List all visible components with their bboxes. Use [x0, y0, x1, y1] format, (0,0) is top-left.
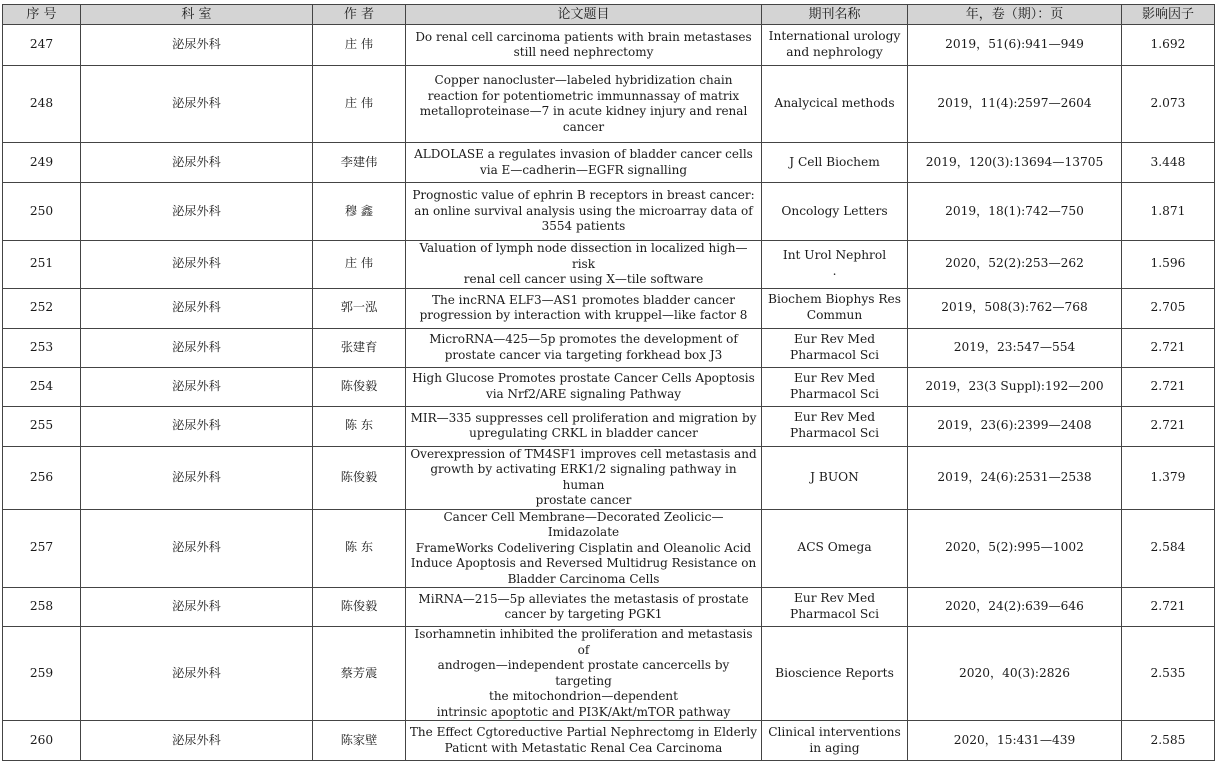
cell-journal-line: Pharmacol Sci [790, 386, 879, 401]
cell-impact: 2.535 [1122, 627, 1215, 721]
cell-dept: 泌尿外科 [81, 406, 313, 446]
cell-impact: 2.721 [1122, 406, 1215, 446]
cell-no: 249 [3, 143, 81, 183]
cell-citation: 2020，15:431—439 [908, 721, 1122, 761]
table-row [3, 183, 1215, 241]
cell-title-line: still need nephrectomy [513, 45, 654, 59]
cell-author: 郭一泓 [313, 288, 406, 328]
cell-no: 254 [3, 367, 81, 406]
table-row [3, 66, 1215, 143]
cell-journal-line: Oncology Letters [781, 203, 888, 218]
header-dept: 科 室 [81, 5, 313, 25]
cell-impact: 1.871 [1122, 183, 1215, 241]
cell-journal [762, 509, 908, 588]
cell-dept: 泌尿外科 [81, 183, 313, 241]
cell-journal-line: in aging [809, 740, 860, 755]
cell-title-line: MIR—335 suppresses cell proliferation and migration by [410, 410, 757, 425]
cell-title-line: reaction for potentiometric immunnassay of matrix [427, 88, 740, 103]
cell-impact: 2.721 [1122, 367, 1215, 406]
header-journal: 期刊名称 [762, 5, 908, 25]
cell-author: 陈俊毅 [313, 588, 406, 627]
cell-citation: 2019，23(3 Suppl):192—200 [908, 367, 1122, 406]
cell-title [406, 143, 762, 183]
cell-title-line: MicroRNA—425—5p promotes the development of [429, 332, 738, 346]
cell-author: 陈 东 [313, 406, 406, 446]
table-row [3, 143, 1215, 183]
header-impact: 影响因子 [1122, 5, 1215, 25]
cell-no: 248 [3, 66, 81, 143]
cell-author: 陈俊毅 [313, 367, 406, 406]
cell-dept: 泌尿外科 [81, 288, 313, 328]
cell-dept: 泌尿外科 [81, 143, 313, 183]
table-row [3, 721, 1215, 761]
cell-author: 庄 伟 [313, 25, 406, 66]
cell-author: 张建育 [313, 328, 406, 367]
cell-title [406, 721, 762, 761]
cell-journal-line: Eur Rev Med [793, 591, 876, 606]
cell-title-line: The incRNA ELF3—AS1 promotes bladder cancer [432, 292, 735, 307]
cell-journal-line: ACS Omega [797, 540, 872, 555]
cell-citation: 2019，24(6):2531—2538 [908, 446, 1122, 509]
cell-journal-line: Eur Rev Med [793, 370, 876, 385]
cell-title-line: ALDOLASE a regulates invasion of bladder cancer cells [414, 147, 753, 161]
cell-author: 庄 伟 [313, 241, 406, 289]
cell-journal [762, 143, 908, 183]
table-row [3, 25, 1215, 66]
cell-author: 蔡芳震 [313, 627, 406, 721]
cell-journal [762, 183, 908, 241]
cell-no: 258 [3, 588, 81, 627]
header-row [3, 5, 1215, 25]
cell-title-line: growth by activating ERK1/2 signaling pathway in human [430, 462, 737, 492]
cell-title [406, 367, 762, 406]
cell-dept: 泌尿外科 [81, 66, 313, 143]
cell-title-line: MiRNA—215—5p alleviates the metastasis of prostate [418, 591, 749, 606]
cell-no: 260 [3, 721, 81, 761]
cell-title-line: upregulating CRKL in bladder cancer [469, 426, 698, 440]
cell-journal [762, 66, 908, 143]
cell-dept: 泌尿外科 [81, 328, 313, 367]
cell-citation: 2019，51(6):941—949 [908, 25, 1122, 66]
cell-journal-line: J BUON [810, 469, 859, 484]
cell-impact: 2.073 [1122, 66, 1215, 143]
cell-journal [762, 721, 908, 761]
cell-citation: 2020，24(2):639—646 [908, 588, 1122, 627]
cell-journal [762, 627, 908, 721]
cell-title [406, 509, 762, 588]
cell-impact: 1.379 [1122, 446, 1215, 509]
cell-title [406, 588, 762, 627]
cell-title-line: renal cell cancer using X—tile software [463, 272, 704, 286]
cell-impact: 2.585 [1122, 721, 1215, 761]
cell-journal [762, 406, 908, 446]
cell-no: 253 [3, 328, 81, 367]
cell-title-line: intrinsic apoptotic and PI3K/Akt/mTOR pathway [436, 704, 731, 719]
cell-dept: 泌尿外科 [81, 367, 313, 406]
cell-title [406, 241, 762, 289]
table-row [3, 367, 1215, 406]
cell-impact: 2.705 [1122, 288, 1215, 328]
cell-title-line: Isorhamnetin inhibited the proliferation and metastasis of [414, 627, 753, 657]
cell-title [406, 406, 762, 446]
cell-no: 251 [3, 241, 81, 289]
cell-citation: 2019，18(1):742—750 [908, 183, 1122, 241]
cell-no: 257 [3, 509, 81, 588]
cell-no: 252 [3, 288, 81, 328]
cell-impact: 2.584 [1122, 509, 1215, 588]
cell-title-line: Do renal cell carcinoma patients with brain metastases [415, 29, 752, 44]
cell-title-line: an online survival analysis using the microarray data of [414, 203, 753, 218]
table-row [3, 446, 1215, 509]
cell-journal [762, 446, 908, 509]
cell-journal-line: . [832, 264, 837, 279]
cell-dept: 泌尿外科 [81, 25, 313, 66]
cell-title [406, 328, 762, 367]
cell-journal-line: Analycical methods [774, 96, 895, 111]
cell-title [406, 627, 762, 721]
cell-dept: 泌尿外科 [81, 721, 313, 761]
cell-citation: 2020，40(3):2826 [908, 627, 1122, 721]
header-no: 序 号 [3, 5, 81, 25]
cell-title-line: Overexpression of TM4SF1 improves cell metastasis and [410, 446, 757, 461]
cell-title-line: High Glucose Promotes prostate Cancer Cells Apoptosis [412, 371, 755, 385]
cell-journal-line: Pharmacol Sci [790, 607, 879, 621]
cell-citation: 2019，23(6):2399—2408 [908, 406, 1122, 446]
cell-journal-line: Eur Rev Med [793, 331, 876, 346]
cell-no: 250 [3, 183, 81, 241]
cell-author: 庄 伟 [313, 66, 406, 143]
cell-no: 247 [3, 25, 81, 66]
cell-journal [762, 588, 908, 627]
table-row [3, 588, 1215, 627]
cell-journal-line: International urology [768, 29, 901, 44]
cell-impact: 1.596 [1122, 241, 1215, 289]
cell-title-line: prostate cancer via targeting forkhead box J3 [444, 347, 723, 362]
cell-journal-line: Biochem Biophys Res [767, 292, 901, 307]
cell-title [406, 288, 762, 328]
cell-title [406, 66, 762, 143]
table-body [3, 25, 1215, 761]
cell-title-line: cancer by targeting PGK1 [504, 607, 663, 621]
cell-title-line: Paticnt with Metastatic Renal Cea Carcinoma [444, 740, 723, 755]
cell-journal-line: J Cell Biochem [789, 154, 880, 169]
cell-title-line: androgen—independent prostate cancercells by targeting [437, 658, 730, 688]
cell-title-line: Cancer Cell Membrane—Decorated Zeolicic—Imidazolate [443, 509, 724, 539]
cell-title-line: metalloproteinase—7 in acute kidney injury and renal [419, 104, 748, 118]
cell-author: 陈俊毅 [313, 446, 406, 509]
cell-title-line: Prognostic value of ephrin B receptors in breast cancer: [412, 188, 755, 203]
cell-title [406, 446, 762, 509]
cell-title-line: Copper nanocluster—labeled hybridization chain [434, 73, 733, 87]
cell-journal-line: Commun [806, 308, 863, 322]
cell-title-line: Bladder Carcinoma Cells [507, 571, 660, 586]
cell-journal [762, 367, 908, 406]
cell-impact: 2.721 [1122, 328, 1215, 367]
cell-no: 259 [3, 627, 81, 721]
cell-journal [762, 241, 908, 289]
cell-title-line: Valuation of lymph node dissection in localized high—risk [419, 241, 748, 271]
cell-title-line: via Nrf2/ARE signaling Pathway [485, 386, 682, 401]
cell-citation: 2019，11(4):2597—2604 [908, 66, 1122, 143]
cell-journal-line: Pharmacol Sci [790, 426, 879, 440]
cell-citation: 2020，52(2):253—262 [908, 241, 1122, 289]
header-title: 论文题目 [406, 5, 762, 25]
table-row [3, 328, 1215, 367]
cell-citation: 2020，5(2):995—1002 [908, 509, 1122, 588]
cell-citation: 2019，120(3):13694—13705 [908, 143, 1122, 183]
cell-impact: 1.692 [1122, 25, 1215, 66]
cell-title-line: the mitochondrion—dependent [489, 689, 678, 703]
cell-journal-line: Clinical interventions [768, 724, 901, 739]
header-citation: 年，卷（期）：页 [908, 5, 1122, 25]
cell-author: 穆 鑫 [313, 183, 406, 241]
cell-no: 255 [3, 406, 81, 446]
cell-journal-line: Pharmacol Sci [790, 347, 879, 362]
cell-journal [762, 288, 908, 328]
cell-title-line: prostate cancer [535, 493, 632, 507]
cell-author: 陈 东 [313, 509, 406, 588]
cell-dept: 泌尿外科 [81, 241, 313, 289]
cell-dept: 泌尿外科 [81, 588, 313, 627]
table-row [3, 627, 1215, 721]
table-row [3, 288, 1215, 328]
cell-no: 256 [3, 446, 81, 509]
cell-title [406, 183, 762, 241]
cell-title-line: 3554 patients [541, 219, 626, 234]
cell-title-line: via E—cadherin—EGFR signalling [479, 162, 688, 177]
cell-journal-line: Int Urol Nephrol [782, 248, 887, 263]
cell-citation: 2019，23:547—554 [908, 328, 1122, 367]
cell-dept: 泌尿外科 [81, 446, 313, 509]
table-row [3, 509, 1215, 588]
cell-title-line: cancer [562, 119, 605, 134]
cell-title-line: The Effect Cgtoreductive Partial Nephrectomg in Elderly [409, 725, 758, 739]
cell-impact: 2.721 [1122, 588, 1215, 627]
cell-title-line: progression by interaction with kruppel—like factor 8 [419, 308, 748, 322]
cell-journal-line: and nephrology [786, 45, 883, 59]
cell-title-line: Induce Apoptosis and Reversed Multidrug Resistance on [410, 556, 757, 570]
cell-title [406, 25, 762, 66]
cell-citation: 2019，508(3):762—768 [908, 288, 1122, 328]
table-row [3, 241, 1215, 289]
cell-title-line: FrameWorks Codelivering Cisplatin and Oleanolic Acid [415, 540, 752, 555]
cell-journal [762, 328, 908, 367]
cell-impact: 3.448 [1122, 143, 1215, 183]
cell-author: 李建伟 [313, 143, 406, 183]
header-author: 作 者 [313, 5, 406, 25]
cell-dept: 泌尿外科 [81, 627, 313, 721]
cell-journal-line: Bioscience Reports [775, 665, 894, 680]
cell-dept: 泌尿外科 [81, 509, 313, 588]
publication-table [2, 4, 1215, 761]
cell-journal [762, 25, 908, 66]
table-row [3, 406, 1215, 446]
cell-journal-line: Eur Rev Med [793, 410, 876, 425]
cell-author: 陈家壁 [313, 721, 406, 761]
